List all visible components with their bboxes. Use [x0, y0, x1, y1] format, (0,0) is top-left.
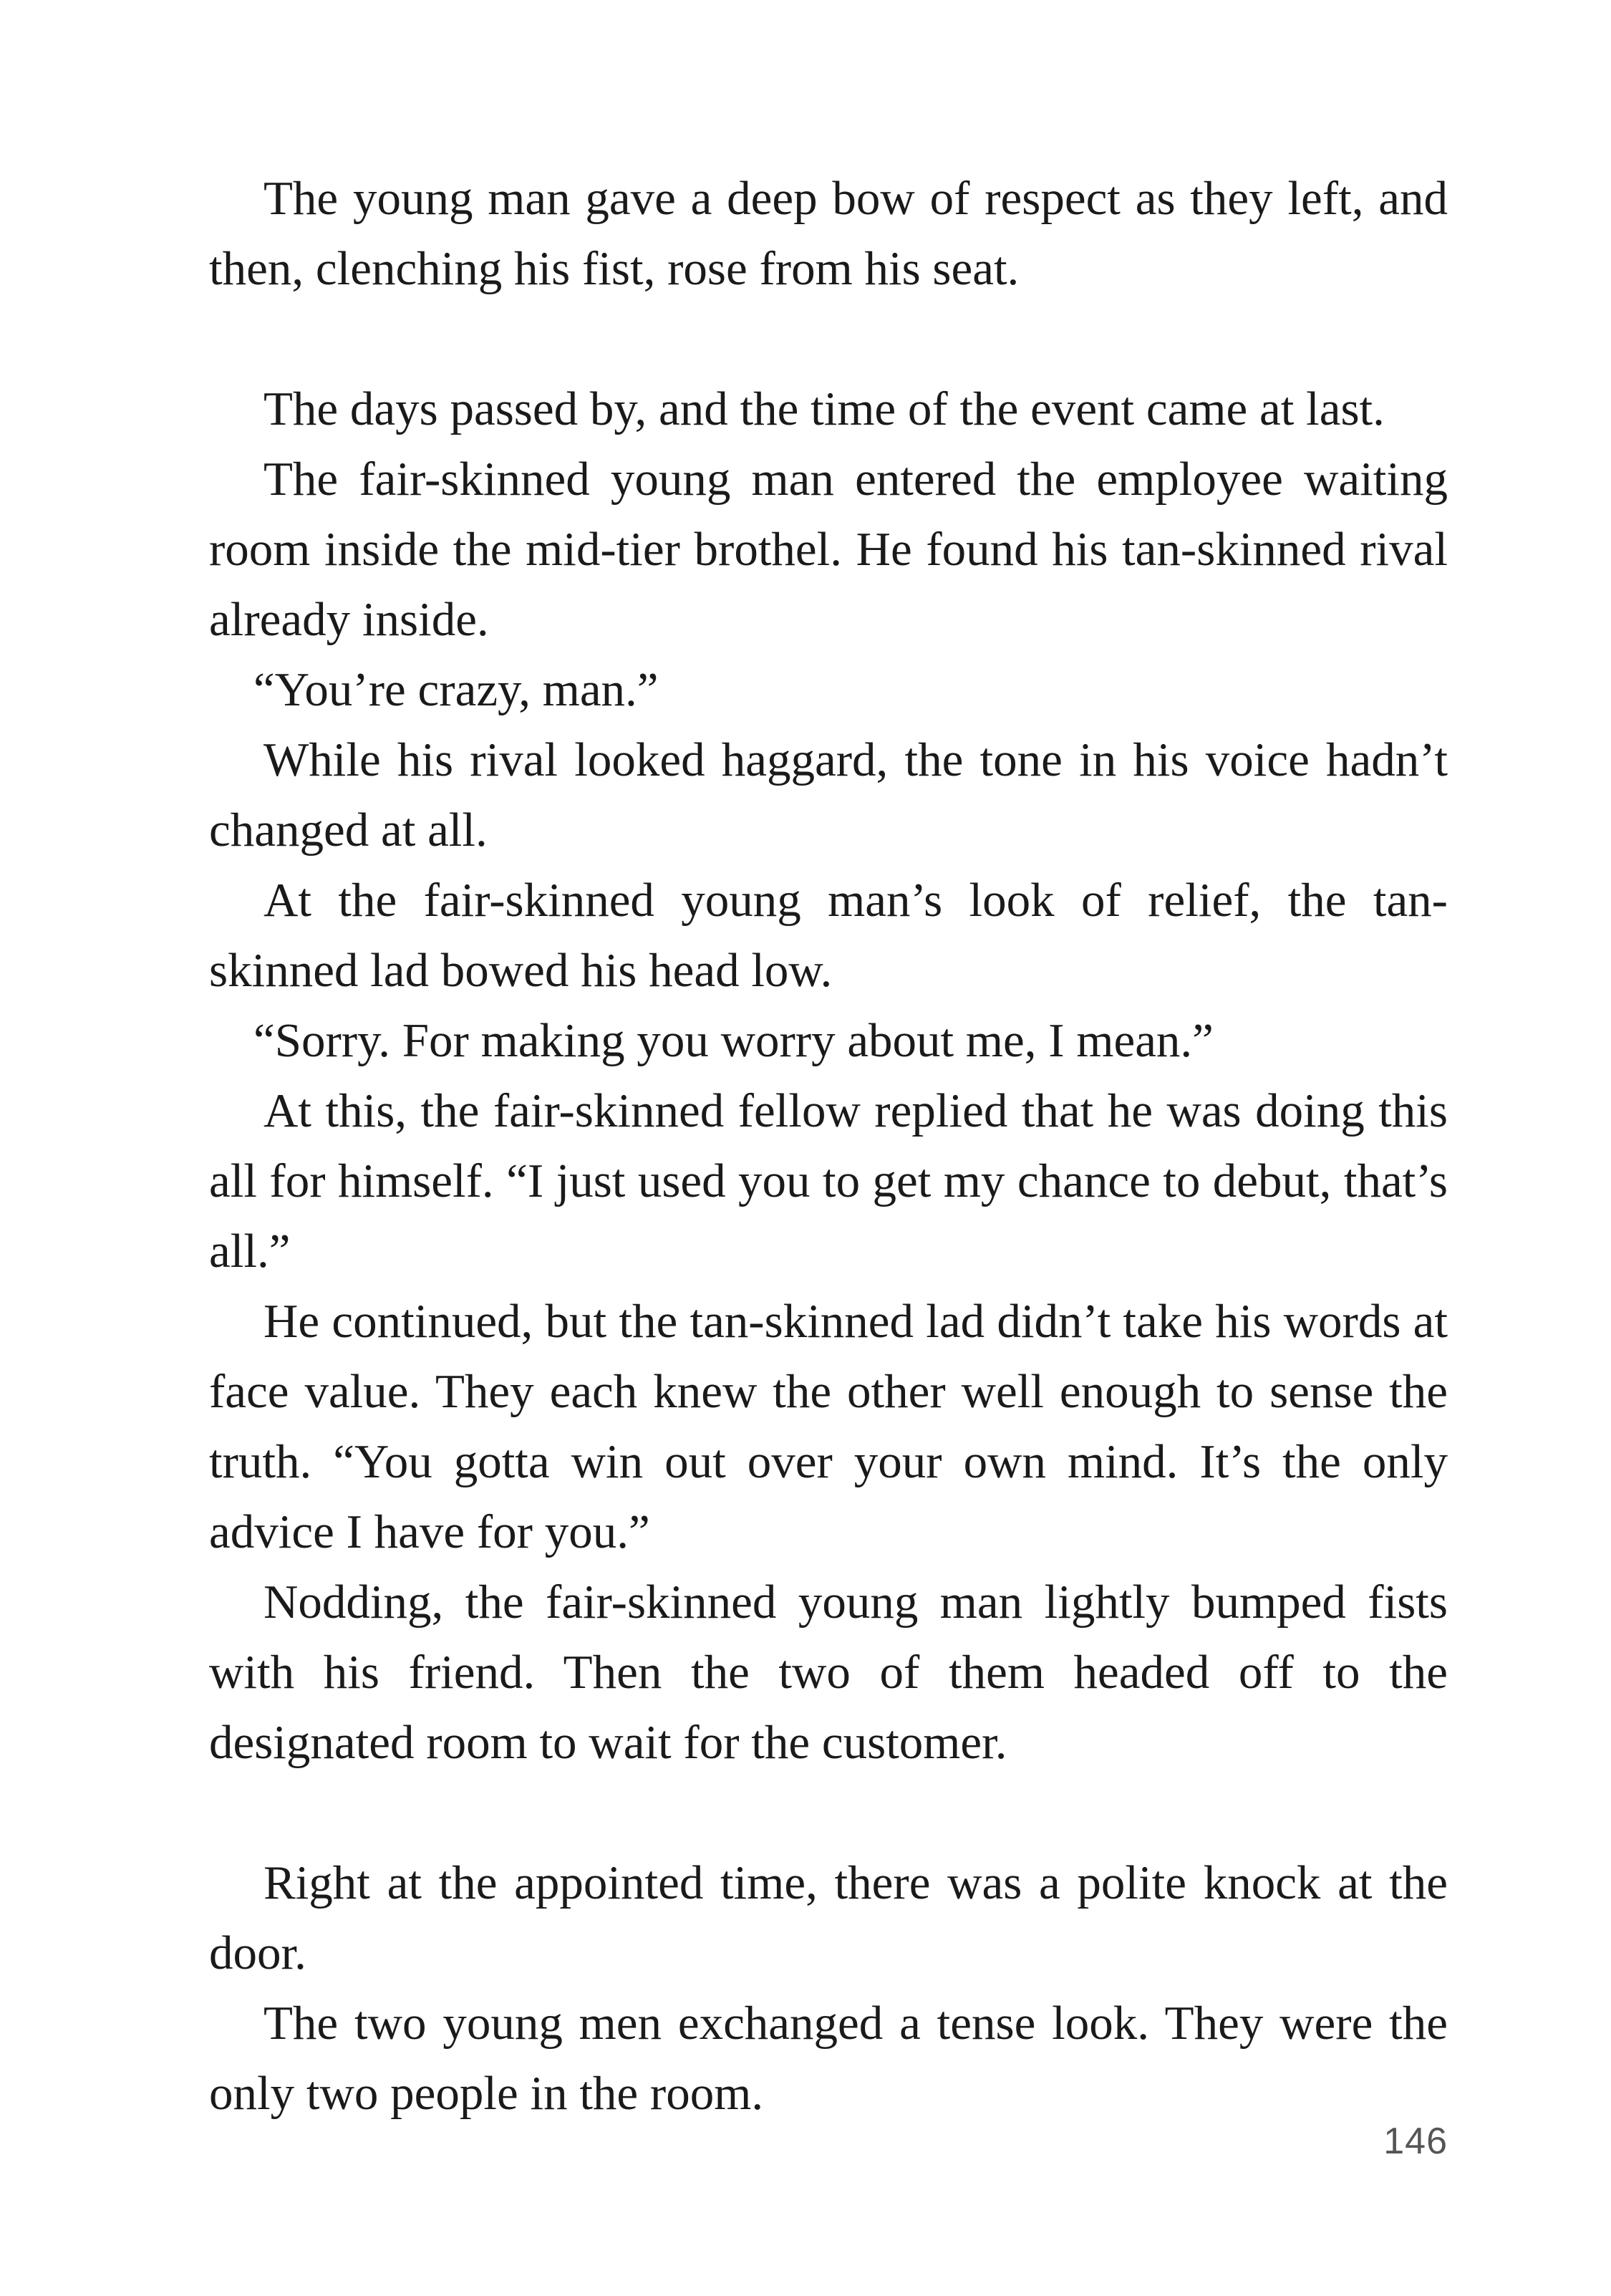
dialogue-paragraph: “Sorry. For making you worry about me, I mean.” [253, 1014, 1214, 1067]
paragraph: At the fair-skinned young man’s look of relief, the tan-skinned lad bowed his head low. [209, 874, 1448, 997]
section-break [209, 304, 1448, 374]
section-break [209, 1778, 1448, 1848]
paragraph: Right at the appointed time, there was a polite knock at the door. [209, 1856, 1448, 1979]
body-text [209, 163, 1448, 2128]
page-number: 146 [1383, 2121, 1448, 2162]
paragraph: Nodding, the fair-skinned young man lightly bumped fists with his friend. Then the two of them headed off to the designated room to wait for the customer. [209, 1576, 1448, 1769]
paragraph: The fair-skinned young man entered the employee waiting room inside the mid-tier brothel. He found his tan-skinned rival already inside. [209, 453, 1448, 646]
paragraph: The days passed by, and the time of the event came at last. [263, 382, 1385, 435]
dialogue-paragraph: “You’re crazy, man.” [253, 663, 659, 716]
paragraph: While his rival looked haggard, the tone in his voice hadn’t changed at all. [209, 733, 1448, 857]
paragraph: At this, the fair-skinned fellow replied that he was doing this all for himself. “I just used you to get my chance to debut, that’s all.” [209, 1084, 1448, 1278]
paragraph: The two young men exchanged a tense look. They were the only two people in the room. [209, 1997, 1448, 2120]
paragraph: The young man gave a deep bow of respect as they left, and then, clenching his fist, rose from his seat. [209, 172, 1448, 295]
paragraph: He continued, but the tan-skinned lad didn’t take his words at face value. They each knew the other well enough to sense the truth. “You gotta win out over your own mind. It’s the only advice I have for you.” [209, 1295, 1448, 1558]
